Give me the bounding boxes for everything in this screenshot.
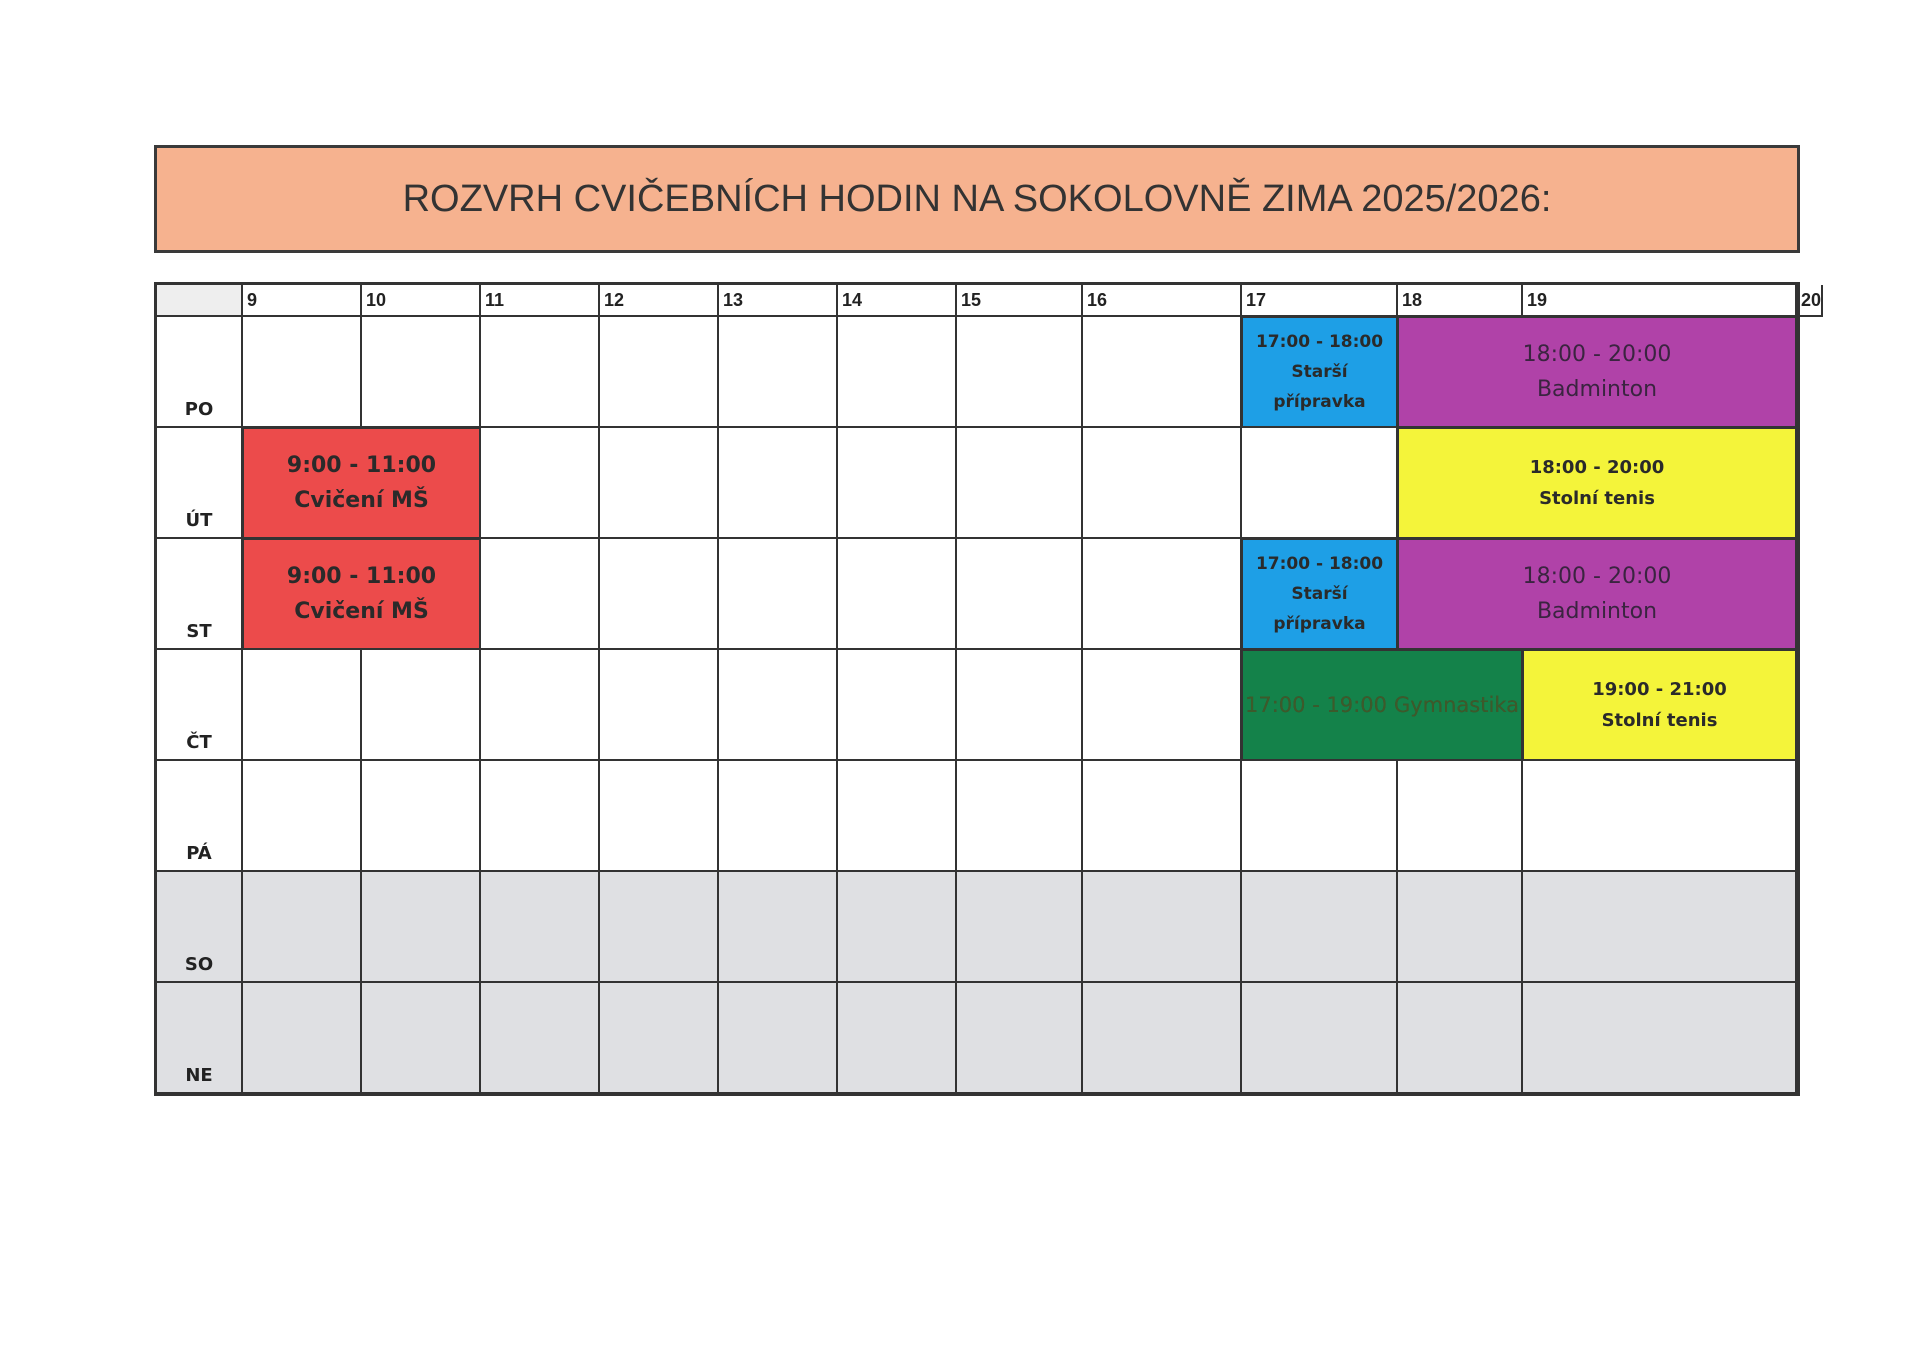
event-name: Starší přípravka — [1273, 362, 1366, 412]
event-name: Cvičení MŠ — [294, 599, 429, 624]
slot-cell — [600, 983, 719, 1094]
slot-cell — [719, 761, 838, 872]
slot-cell — [1242, 983, 1398, 1094]
event-name: Stolní tenis — [1539, 488, 1655, 509]
hour-header-12: 12 — [600, 285, 719, 317]
schedule-grid — [154, 282, 1822, 1096]
slot-cell — [719, 539, 838, 650]
event-name: Gymnastika — [1393, 693, 1519, 717]
hour-header-20: 20 — [1797, 285, 1823, 317]
slot-cell — [957, 539, 1083, 650]
day-label-6: NE — [157, 983, 243, 1094]
slot-cell — [481, 428, 600, 539]
event-name: Badminton — [1536, 599, 1658, 624]
slot-cell — [838, 428, 957, 539]
hour-header-19: 19 — [1523, 285, 1797, 317]
slot-cell — [600, 761, 719, 872]
day-label-2: ST — [157, 539, 243, 650]
event-block — [1397, 427, 1797, 539]
slot-cell — [481, 761, 600, 872]
hour-header-16: 16 — [1083, 285, 1242, 317]
slot-cell — [1083, 983, 1242, 1094]
slot-cell — [957, 872, 1083, 983]
event-time: 9:00 - 11:00 — [286, 453, 437, 478]
slot-cell — [600, 317, 719, 428]
slot-cell — [838, 539, 957, 650]
slot-cell — [1083, 872, 1242, 983]
slot-cell — [481, 650, 600, 761]
event-time: 19:00 - 21:00 — [1592, 679, 1727, 700]
hour-header-14: 14 — [838, 285, 957, 317]
slot-cell — [481, 983, 600, 1094]
hour-header-17: 17 — [1242, 285, 1398, 317]
event-block — [1397, 538, 1797, 650]
hour-header-13: 13 — [719, 285, 838, 317]
page-title: ROZVRH CVIČEBNÍCH HODIN NA SOKOLOVNĚ ZIMA 2025/2026: — [402, 177, 1552, 220]
slot-cell — [362, 872, 481, 983]
event-name: Starší přípravka — [1273, 584, 1366, 634]
slot-cell — [957, 983, 1083, 1094]
slot-cell — [1523, 872, 1797, 983]
slot-cell — [481, 872, 600, 983]
slot-cell — [600, 650, 719, 761]
day-label-4: PÁ — [157, 761, 243, 872]
slot-cell — [1083, 428, 1242, 539]
slot-cell — [362, 983, 481, 1094]
event-time: 9:00 - 11:00 — [286, 564, 437, 589]
slot-cell — [600, 428, 719, 539]
slot-cell — [481, 539, 600, 650]
slot-cell — [481, 317, 600, 428]
event-time: 18:00 - 20:00 — [1522, 342, 1672, 367]
event-block — [1241, 649, 1523, 761]
slot-cell — [243, 872, 362, 983]
event-time: 17:00 - 18:00 — [1255, 332, 1384, 352]
slot-cell — [957, 428, 1083, 539]
slot-cell — [1242, 872, 1398, 983]
day-label-0: PO — [157, 317, 243, 428]
slot-cell — [957, 650, 1083, 761]
hour-header-9: 9 — [243, 285, 362, 317]
slot-cell — [719, 983, 838, 1094]
slot-cell — [719, 650, 838, 761]
event-block — [1241, 538, 1398, 650]
slot-cell — [838, 650, 957, 761]
slot-cell — [1523, 761, 1797, 872]
slot-cell — [600, 872, 719, 983]
event-name: Stolní tenis — [1601, 710, 1718, 731]
slot-cell — [362, 761, 481, 872]
slot-cell — [1242, 761, 1398, 872]
hour-header-10: 10 — [362, 285, 481, 317]
event-block — [1522, 649, 1797, 761]
slot-cell — [1083, 539, 1242, 650]
slot-cell — [838, 872, 957, 983]
slot-cell — [243, 983, 362, 1094]
slot-cell — [719, 872, 838, 983]
slot-cell — [600, 539, 719, 650]
event-time: 17:00 - 19:00 — [1245, 693, 1387, 717]
slot-cell — [838, 983, 957, 1094]
slot-cell — [838, 317, 957, 428]
slot-cell — [1523, 983, 1797, 1094]
event-name: Cvičení MŠ — [294, 488, 429, 513]
slot-cell — [838, 761, 957, 872]
slot-cell — [243, 761, 362, 872]
event-block — [242, 538, 481, 650]
slot-cell — [957, 317, 1083, 428]
event-name: Badminton — [1536, 377, 1658, 402]
day-label-5: SO — [157, 872, 243, 983]
slot-cell — [1083, 317, 1242, 428]
event-time: 17:00 - 18:00 — [1255, 554, 1384, 574]
title-banner — [154, 145, 1800, 253]
slot-cell — [362, 317, 481, 428]
slot-cell — [957, 761, 1083, 872]
event-time: 18:00 - 20:00 — [1522, 564, 1672, 589]
slot-cell — [719, 317, 838, 428]
slot-cell — [719, 428, 838, 539]
day-label-1: ÚT — [157, 428, 243, 539]
slot-cell — [1398, 872, 1523, 983]
header-corner — [157, 285, 243, 317]
hour-header-18: 18 — [1398, 285, 1523, 317]
hour-header-15: 15 — [957, 285, 1083, 317]
event-block — [1241, 316, 1398, 428]
slot-cell — [1083, 650, 1242, 761]
event-block — [242, 427, 481, 539]
slot-cell — [362, 650, 481, 761]
day-label-3: ČT — [157, 650, 243, 761]
event-time: 18:00 - 20:00 — [1529, 457, 1665, 478]
slot-cell — [1398, 761, 1523, 872]
slot-cell — [243, 650, 362, 761]
hour-header-11: 11 — [481, 285, 600, 317]
event-block — [1397, 316, 1797, 428]
slot-cell — [243, 317, 362, 428]
slot-cell — [1398, 983, 1523, 1094]
slot-cell — [1242, 428, 1398, 539]
slot-cell — [1083, 761, 1242, 872]
